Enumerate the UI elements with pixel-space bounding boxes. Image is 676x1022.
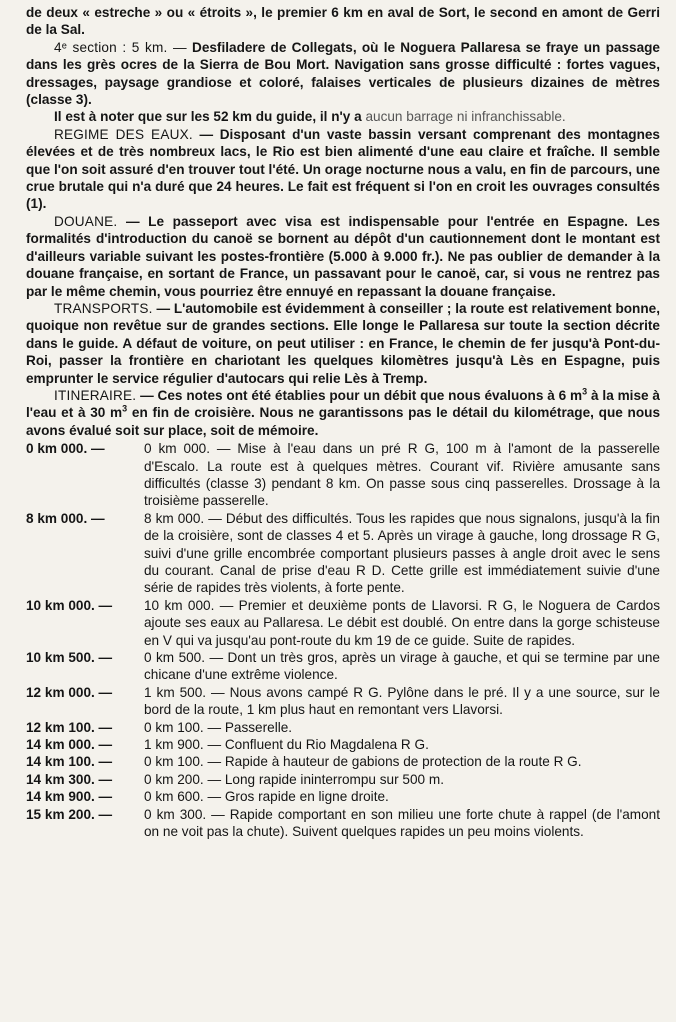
douane-text: — Le passeport avec visa est indispensable pour l'entrée en Espagne. Les formalités d'introduction du canoë se bornent au dépôt d'un cautionnement dont le montant est d'ailleurs variable suivant les postes-frontière (5.000 à 9.000 fr.). Ne pas oublier de demander à la douane française, en sortant de France, un passavant pour le canoë, car, si vous ne rentrez pas par le même chemin, vous pourriez être ennuyé en repassant la douane française. [26, 213, 660, 299]
section-4-label: 4ᵉ section : 5 km. — [54, 39, 187, 55]
douane-label: DOUANE. [54, 213, 118, 229]
itinerary-list [26, 440, 660, 840]
regime-label: REGIME DES EAUX. [54, 126, 193, 142]
itinerary-text: 0 km 300. — Rapide comportant en son milieu une forte chute à rappel (de l'amont on ne voit pas la chute). Suivent quelques rapides un peu moins violents. [144, 806, 660, 840]
itinerary-text: 0 km 600. — Gros rapide en ligne droite. [144, 789, 389, 805]
itinerary-entry [26, 771, 660, 788]
itinerary-text: 1 km 900. — Confluent du Rio Magdalena R G. [144, 737, 429, 753]
itinerary-entry [26, 684, 660, 719]
itinerary-km: 15 km 200. — [26, 806, 113, 822]
itinerary-entry [26, 510, 660, 597]
itinerary-entry [26, 736, 660, 753]
itinerary-km: 8 km 000. — [26, 510, 105, 526]
itinerary-km: 0 km 000. — [26, 441, 105, 457]
itineraire-sup-1: 3 [582, 386, 588, 397]
itinerary-km: 10 km 500. — [26, 650, 113, 666]
itinerary-text: 1 km 500. — Nous avons campé R G. Pylône dans le pré. Il y a une source, sur le bord de la route, 1 km plus haut en remontant vers Llavorsi. [144, 684, 660, 718]
itinerary-text: 0 km 100. — Passerelle. [144, 719, 293, 735]
paragraph-douane [26, 213, 660, 300]
itinerary-entry [26, 597, 660, 649]
itinerary-text: 0 km 500. — Dont un très gros, après un virage à gauche, et qui se termine par une chicane d'une extrême violence. [144, 650, 660, 683]
itineraire-sup-2: 3 [122, 403, 128, 414]
paragraph-estreche [26, 4, 660, 39]
paragraph-itineraire [26, 387, 660, 439]
section-4-text: Desfiladere de Collegats, où le Noguera Pallaresa se fraye un passage dans les grès ocres de la Sierra de Bou Mort. Navigation sans grosse difficulté : fortes vagues, dressages, paysage grandiose et coloré, falaises verticales de plusieurs dizaines de mètres (classe 3). [26, 39, 660, 108]
paragraph-regime-des-eaux [26, 126, 660, 213]
itinerary-entry [26, 788, 660, 805]
itinerary-entry [26, 719, 660, 736]
itineraire-text-b: à la mise à l'eau et à 30 m [26, 387, 660, 421]
itinerary-entry [26, 806, 660, 841]
itinerary-km: 12 km 100. — [26, 719, 113, 735]
itinerary-text: 0 km 000. — Mise à l'eau dans un pré R G, 100 m à l'amont de la passerelle d'Escalo. La route est à quelques mètres. Courant vif. Rivière amusante sans difficultés (classe 3) pendant 8 km. On passe sous cinq passerelles. Drossage à la troisième passerelle. [144, 441, 660, 509]
itinerary-text: 8 km 000. — Début des difficultés. Tous les rapides que nous signalons, jusqu'à la fin de la croisière, sont de classes 4 et 5. Après un virage à gauche, long drossage R G, suivi d'une grille encombrée comportant plusieurs passes à angle droit avec le sens du courant. Canal de prise d'eau R D. Cette grille est immédiatement suivie d'une série de rapides très violents, à forte pente. [144, 510, 660, 596]
paragraph-transports [26, 300, 660, 387]
itinerary-km: 14 km 100. — [26, 754, 113, 770]
paragraph-barrage-note [26, 108, 660, 125]
itineraire-text-a: — Ces notes ont été établies pour un débit que nous évaluons à 6 m [136, 387, 583, 403]
transports-label: TRANSPORTS. [54, 300, 153, 316]
barrage-note-text-a: Il est à noter que sur les 52 km du guide, il n'y a [54, 109, 362, 125]
itinerary-km: 14 km 000. — [26, 737, 113, 753]
itineraire-label: ITINERAIRE. [54, 387, 137, 403]
itineraire-text-c: en fin de croisière. Nous ne garantissons pas le détail du kilométrage, que nous avons évalué soit sur place, soit de mémoire. [26, 405, 661, 438]
regime-text: — Disposant d'un vaste bassin versant comprenant des montagnes élevées et de très nombreux lacs, le Rio est bien alimenté d'une eau claire et fraîche. Il semble que l'on soit assuré d'en trouver tout l'été. Un orage nocturne nous a valu, en fin de parcours, une crue brutale qui n'a duré que 24 heures. Le fait est fréquent si l'on en croit les ouvrages consultés (1). [26, 126, 660, 212]
itinerary-text: 0 km 100. — Rapide à hauteur de gabions de protection de la route R G. [144, 754, 582, 770]
itinerary-entry [26, 649, 660, 684]
itinerary-km: 14 km 300. — [26, 771, 113, 787]
itinerary-km: 10 km 000. — [26, 597, 113, 613]
itinerary-text: 10 km 000. — Premier et deuxième ponts de Llavorsi. R G, le Noguera de Cardos ajoute ses eaux au Pallaresa. Le débit est doublé. On entre dans la gorge schisteuse en V qui va jusqu'au pont-route du km 19 de ce guide. Suite de rapides. [144, 597, 660, 648]
transports-text: — L'automobile est évidemment à conseiller ; la route est relativement bonne, quoique non revêtue sur de grandes sections. Elle longe le Pallaresa sur toute la section décrite dans le guide. A défaut de voiture, on peut utiliser : en France, le chemin de fer jusqu'à Pont-du-Roi, passer la frontière en chariotant les quelques kilomètres jusqu'à Lès en Espagne, puis emprunter le service régulier d'autocars qui relie Lès à Tremp. [26, 300, 660, 386]
itinerary-entry [26, 753, 660, 770]
itinerary-entry [26, 440, 660, 510]
paragraph-estreche-text: de deux « estreche » ou « étroits », le premier 6 km en aval de Sort, le second en amont de Gerri de la Sal. [26, 5, 660, 38]
paragraph-section-4 [26, 39, 660, 109]
itinerary-km: 12 km 000. — [26, 684, 113, 700]
itinerary-text: 0 km 200. — Long rapide ininterrompu sur 500 m. [144, 771, 444, 787]
itinerary-km: 14 km 900. — [26, 789, 113, 805]
barrage-note-text-b: aucun barrage ni infranchissable. [361, 109, 566, 125]
